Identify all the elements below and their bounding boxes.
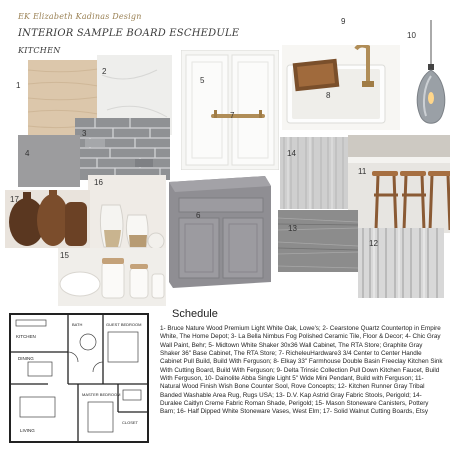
image-farmhouse-sink bbox=[282, 45, 400, 130]
label-13: 13 bbox=[288, 224, 297, 233]
schedule-title: Schedule bbox=[172, 308, 218, 320]
label-16: 16 bbox=[94, 178, 103, 187]
board-title: INTERIOR SAMPLE BOARD ESCHEDULE bbox=[18, 28, 240, 39]
floorplan-room-master: MASTER BEDROOM bbox=[82, 392, 121, 397]
label-6: 6 bbox=[196, 211, 201, 220]
label-10: 10 bbox=[407, 31, 416, 40]
label-5: 5 bbox=[200, 76, 205, 85]
floorplan-room-guest: GUEST BEDROOM bbox=[106, 322, 142, 327]
floor-plan bbox=[8, 312, 150, 444]
label-3: 3 bbox=[82, 129, 87, 138]
label-2: 2 bbox=[102, 67, 107, 76]
label-14: 14 bbox=[287, 149, 296, 158]
swatch-roman-shade-fabric bbox=[280, 137, 348, 209]
label-11: 11 bbox=[358, 167, 367, 176]
image-wall-cabinet bbox=[181, 50, 279, 170]
image-counter-stools bbox=[348, 135, 450, 233]
floorplan-room-bath: BATH bbox=[72, 322, 83, 327]
label-8: 8 bbox=[326, 91, 331, 100]
label-7: 7 bbox=[230, 111, 235, 120]
image-base-cabinet bbox=[165, 172, 273, 292]
image-stoneware-canisters bbox=[58, 248, 166, 306]
swatch-wall-paint bbox=[18, 135, 80, 187]
brand-logo-text: EK Elizabeth Kadinas Design bbox=[18, 12, 142, 21]
board-subtitle: KITCHEN bbox=[18, 46, 61, 55]
swatch-stool-fabric bbox=[278, 210, 358, 272]
label-15: 15 bbox=[60, 251, 69, 260]
swatch-ceramic-tile bbox=[75, 118, 170, 180]
label-17: 17 bbox=[10, 195, 19, 204]
label-4: 4 bbox=[25, 149, 30, 158]
floorplan-room-kitchen: KITCHEN bbox=[16, 334, 36, 339]
floorplan-room-dining: DINING bbox=[18, 356, 34, 361]
floorplan-room-closet: CLOSET bbox=[122, 420, 139, 425]
schedule-text: 1- Bruce Nature Wood Premium Light White Oak, Lowe's; 2- Cearstone Quartz Countertop in Empire White, The Home Depot; 3- La Bella Nimbus Fog Polished Ceramic Tile, Floor & Decor; 4- Chic Gray Wall Paint, Behr; 5- Midtown White Shaker 30x36 Wall Cabinet, The RTA Store; Graphite Gray Shaker 36" Base Cabinet, The RTA Store; 7- RicheleuHardware3 3/4 Center to Center Handle Cabinet Pull Build, Build With Ferguson; 8- Elkay 33" Farmhouse Double Basin Freeclay Kitchen Sink With Cutting Board, Build With Ferguson; 9- Delta Trinsic Collection Pull Down Kitchen Faucet, Build With Ferguson, 10- Dainolite Abba Single Light 5" Wide Mini Pendant, Build with Ferguson; 11- Natural Wood Finish Wish Bone Counter Sool, Rove Concepts; 12- Kitchen Runner Gray Tribal Banded Washable Area Rug, Rugs USA; 13- D.V. Kap Astrid Gray Fabric Stools, Perigold; 14- Duralee Caitlyn Creme Fabric Roman Shade, Perigold; 15- Mason Stoneware Canisters, Pottery Barn; 16- Half Dipped White Stoneware Vases, West Elm; 17- Solid Walnut Cutting Boards, Etsy bbox=[160, 325, 443, 416]
label-12: 12 bbox=[369, 239, 378, 248]
label-9: 9 bbox=[341, 17, 346, 26]
label-1: 1 bbox=[16, 81, 21, 90]
floorplan-room-living: LIVING bbox=[20, 428, 35, 433]
